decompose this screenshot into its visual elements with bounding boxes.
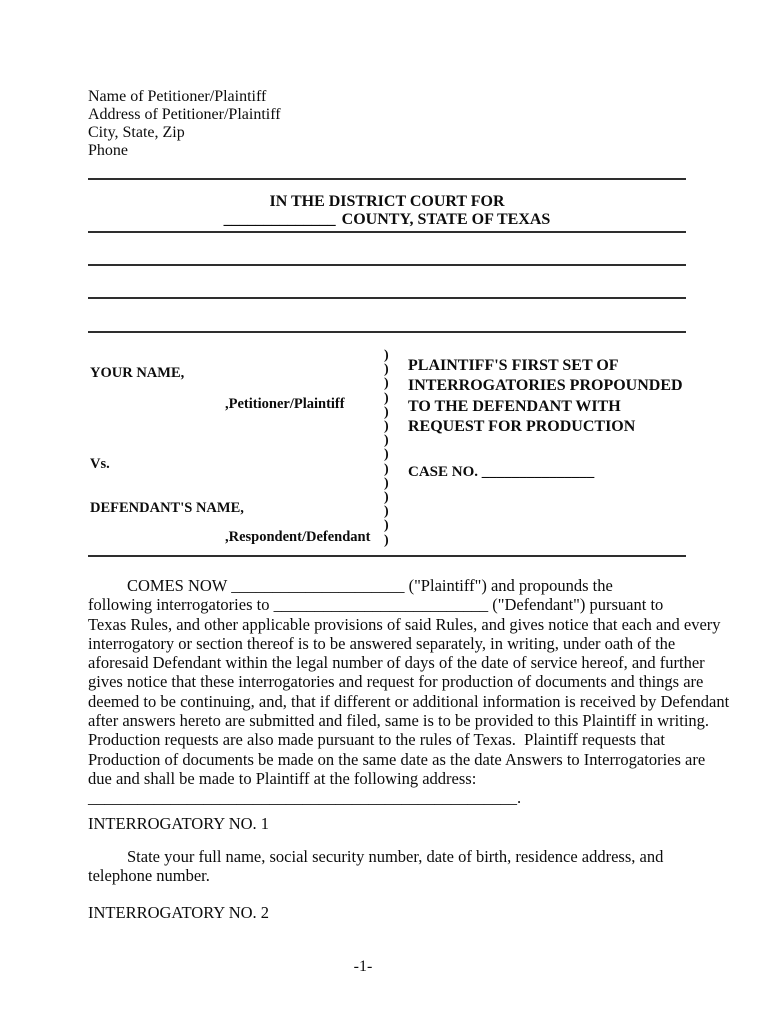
caption-paren-column [384, 349, 389, 548]
case-number-blank-field: _______________ [481, 464, 595, 480]
caption-paren: ) [384, 504, 389, 520]
case-number-label: CASE NO. [408, 464, 479, 480]
horizontal-rule [88, 178, 686, 180]
interrogatory-1-heading: INTERROGATORY NO. 1 [88, 814, 270, 833]
horizontal-rule [88, 555, 686, 557]
body-paragraph [88, 576, 728, 808]
sender-address-block [88, 88, 281, 160]
versus-label: Vs. [90, 456, 110, 472]
body-line: aforesaid Defendant within the legal number of days of the date of service hereof, and further [88, 653, 705, 673]
document-title [408, 356, 686, 437]
case-caption [88, 345, 686, 555]
caption-paren: ) [384, 376, 389, 392]
blank-ruled-line [88, 297, 686, 299]
caption-paren: ) [384, 419, 389, 435]
caption-paren: ) [384, 390, 389, 406]
document-title-line: PLAINTIFF'S FIRST SET OF [408, 357, 619, 374]
case-number-line [408, 464, 594, 481]
caption-paren: ) [384, 518, 389, 534]
caption-paren: ) [384, 532, 389, 548]
county-blank-field: ______________ [223, 211, 336, 228]
caption-paren: ) [384, 475, 389, 491]
sender-address-line: City, State, Zip [88, 124, 185, 141]
court-heading-line2 [88, 211, 686, 229]
caption-paren: ) [384, 433, 389, 449]
body-line: COMES NOW _____________________ ("Plaintiff") and propounds the [127, 576, 613, 595]
court-heading-line1: IN THE DISTRICT COURT FOR [269, 193, 505, 210]
sender-address-line: Address of Petitioner/Plaintiff [88, 106, 281, 123]
document-title-line: INTERROGATORIES PROPOUNDED [408, 377, 683, 395]
body-line: due and shall be made to Plaintiff at the following address: [88, 768, 477, 788]
sender-address-line: Phone [88, 142, 128, 159]
body-line: interrogatory or section thereof is to be answered separately, in writing, under oath of the [88, 633, 676, 653]
document-title-line: REQUEST FOR PRODUCTION [408, 417, 636, 435]
horizontal-rule [88, 231, 686, 233]
court-heading-line2-text: COUNTY, STATE OF TEXAS [341, 211, 551, 228]
caption-paren: ) [384, 348, 389, 363]
body-line: gives notice that these interrogatories and request for production of documents and things are [88, 672, 704, 692]
caption-paren: ) [384, 362, 389, 378]
page-number: -1- [353, 958, 373, 975]
body-line: following interrogatories to __________________________ ("Defendant") pursuant to [88, 595, 664, 615]
body-line: Production of documents be made on the same date as the date Answers to Interrogatories are [88, 749, 706, 769]
caption-paren: ) [384, 404, 389, 420]
caption-paren: ) [384, 461, 389, 477]
plaintiff-role-label: ,Petitioner/Plaintiff [225, 396, 345, 412]
sender-address-line: Name of Petitioner/Plaintiff [88, 88, 267, 105]
body-line: Texas Rules, and other applicable provisions of said Rules, and gives notice that each and every [88, 614, 721, 634]
interrogatory-1-line: telephone number. [88, 866, 210, 886]
caption-paren: ) [384, 447, 389, 463]
defendant-role-label: ,Respondent/Defendant [225, 529, 371, 545]
body-line: after answers hereto are submitted and filed, same is to be provided to this Plaintiff in writing. [88, 711, 710, 731]
caption-paren: ) [384, 490, 389, 506]
interrogatory-1-line: State your full name, social security number, date of birth, residence address, and [127, 847, 664, 866]
blank-ruled-line [88, 264, 686, 266]
interrogatory-2-heading: INTERROGATORY NO. 2 [88, 903, 270, 922]
body-line: deemed to be continuing, and, that if different or additional information is received by Defendant [88, 691, 730, 711]
court-heading [88, 193, 686, 229]
interrogatory-1-text [88, 847, 728, 886]
body-line: ____________________________________________________. [88, 788, 522, 808]
plaintiff-name: YOUR NAME, [90, 365, 185, 381]
body-line: Production requests are also made pursuant to the rules of Texas. Plaintiff requests that [88, 730, 665, 750]
defendant-name: DEFENDANT'S NAME, [90, 500, 244, 516]
blank-ruled-line [88, 331, 686, 333]
document-title-line: TO THE DEFENDANT WITH [408, 397, 621, 415]
